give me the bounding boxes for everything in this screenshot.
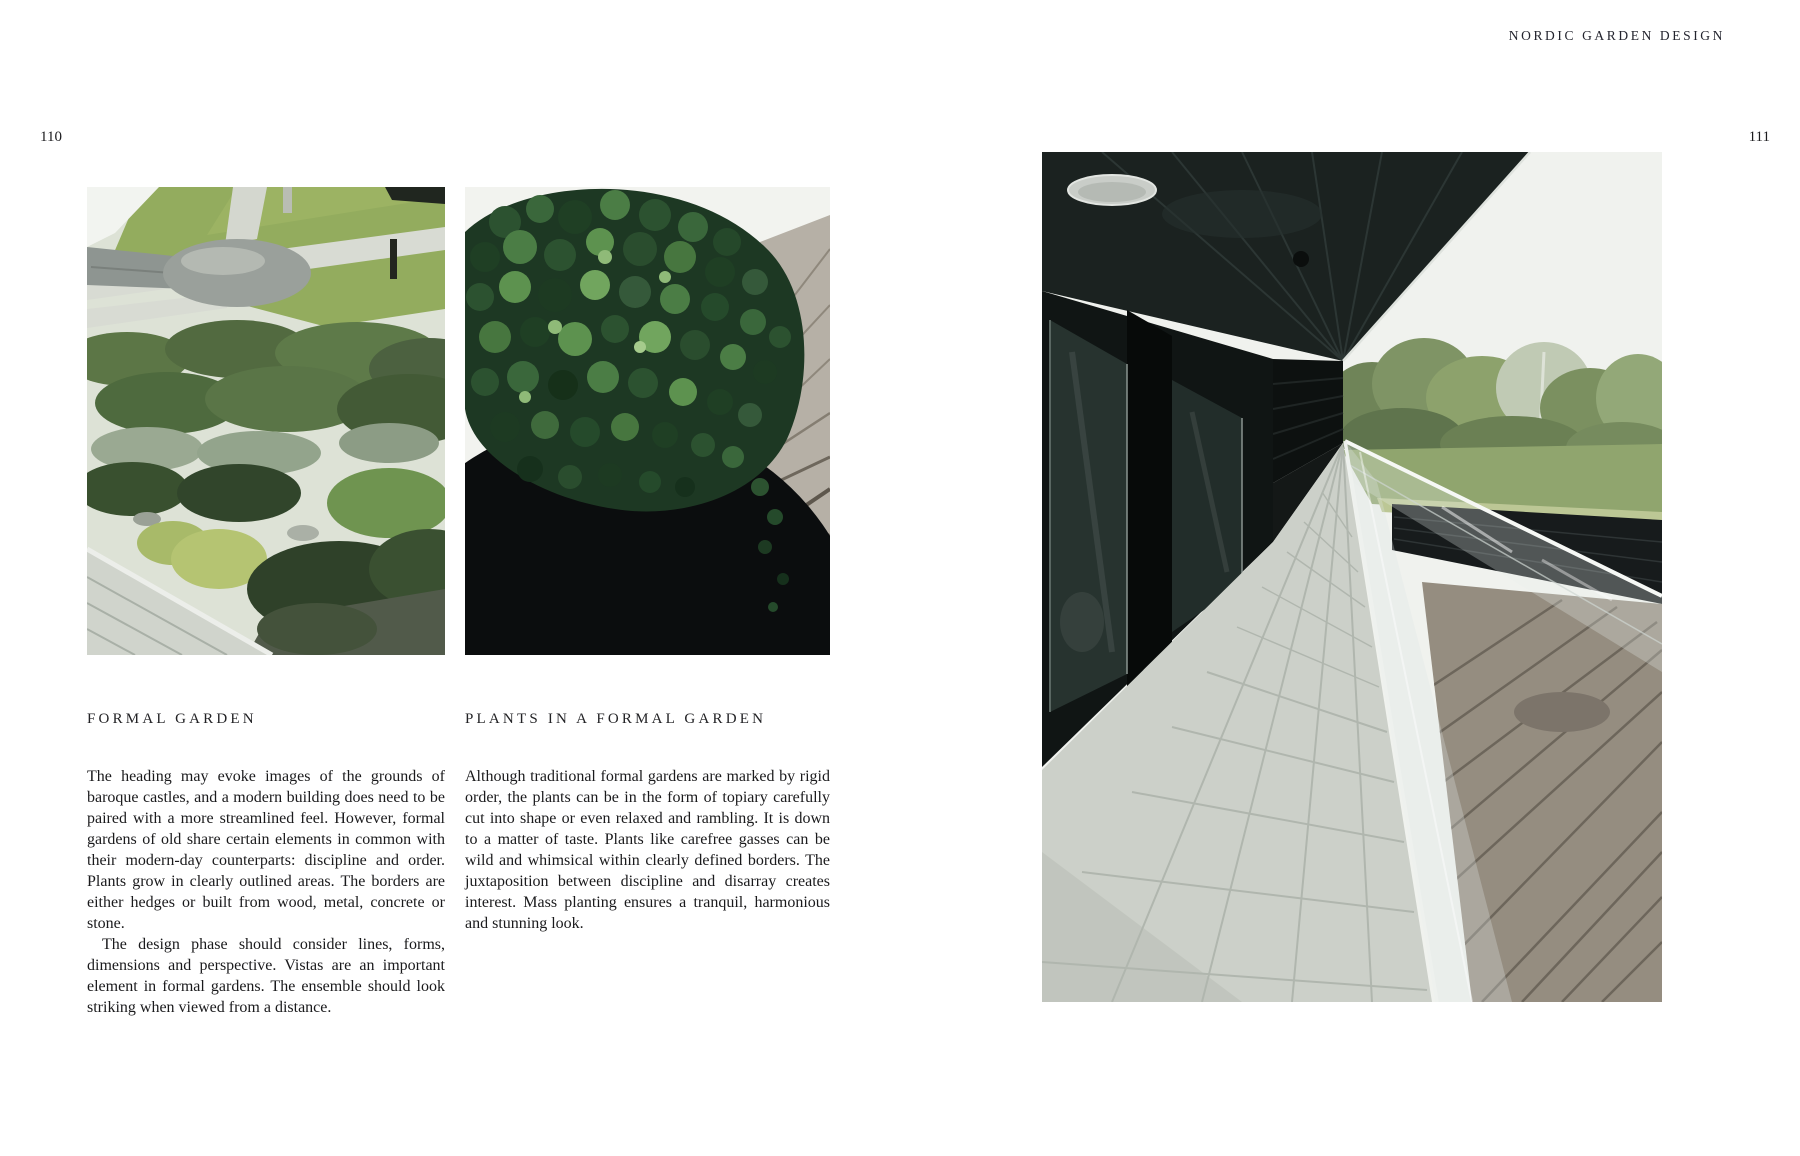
formal-garden-photo: [87, 187, 445, 655]
body-text-formal-garden: [87, 766, 445, 1018]
wall-pillar: [1127, 310, 1172, 697]
planter-photo-illustration: [465, 187, 830, 655]
section-heading-formal-garden: FORMAL GARDEN: [87, 711, 257, 727]
planter-photo: [465, 187, 830, 655]
section-heading-plants-formal-garden: PLANTS IN A FORMAL GARDEN: [465, 711, 767, 727]
chair-reflection: [1060, 592, 1104, 652]
paragraph: Although traditional formal gardens are marked by rigid order, the plants can be in the form of topiary carefully cut into shape or even relaxed and rambling. It is down to a matter of taste. Plants like carefree gasses can be wild and whimsical within clearly defined borders. The juxtaposition between discipline and disarray creates interest. Mass planting ensures a tranquil, harmonious and stunning look.: [465, 768, 830, 932]
small-ceiling-light: [1293, 251, 1309, 267]
bollard-light: [390, 239, 397, 279]
deck-object: [1514, 692, 1610, 732]
body-text-plants-formal-garden: [465, 766, 830, 934]
garden-photo-illustration: [87, 187, 445, 655]
paragraph: The heading may evoke images of the grounds of baroque castles, and a modern building does need to be paired with a more streamlined feel. However, formal gardens of old share certain elements in common with their modern-day counterparts: discipline and order. Plants grow in clearly outlined areas. The borders are either hedges or built from wood, metal, concrete or stone.: [87, 768, 445, 932]
running-head: NORDIC GARDEN DESIGN: [1508, 28, 1725, 43]
balcony-photo: [1042, 152, 1662, 1002]
page-number-left: 110: [40, 129, 62, 145]
paragraph: The design phase should consider lines, forms, dimensions and perspective. Vistas are an important element in formal gardens. The ensemble should look striking when viewed from a distance.: [87, 936, 445, 1016]
ceiling-light: [1068, 175, 1156, 205]
balcony-photo-illustration: [1042, 152, 1662, 1002]
page-number-right: 111: [1748, 129, 1770, 145]
